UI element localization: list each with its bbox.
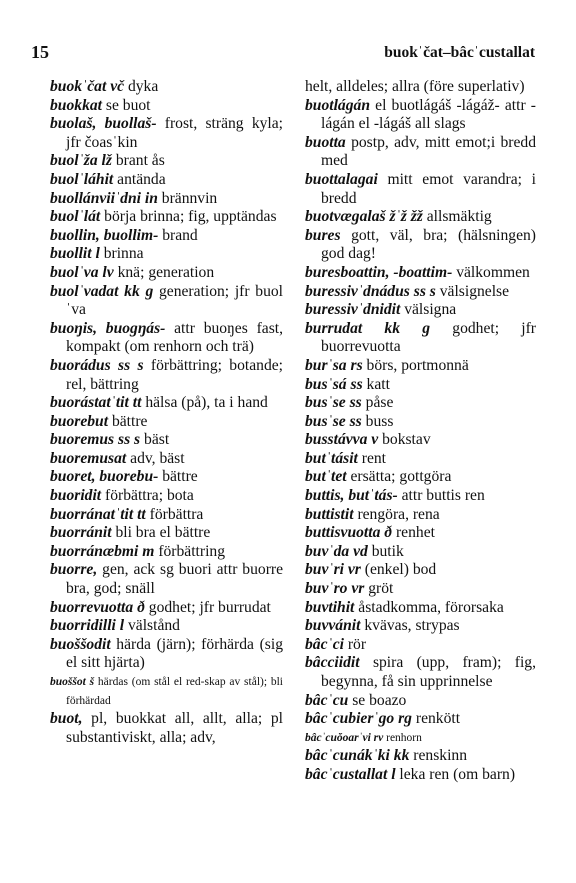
headword: buokˈčat vč <box>50 78 125 95</box>
definition: (enkel) bod <box>360 561 437 579</box>
headword: buressivˈdnádus ss s <box>305 282 436 300</box>
definition: bäst <box>140 431 170 449</box>
dictionary-entry <box>305 487 536 506</box>
dictionary-entry <box>305 543 536 562</box>
definition: buss <box>361 412 394 430</box>
dictionary-entry <box>305 561 536 580</box>
dictionary-entry <box>305 394 536 413</box>
definition: bättre <box>108 412 148 430</box>
dictionary-entry <box>305 766 536 785</box>
definition: renkött <box>411 710 461 728</box>
definition: ersätta; gottgöra <box>346 468 452 486</box>
definition: attr buoŋes fast, kompakt (om renhorn och trä) <box>66 319 283 356</box>
definition: se buot <box>102 96 151 114</box>
dictionary-entry <box>305 208 536 227</box>
dictionary-entry <box>50 320 283 357</box>
dictionary-entry <box>50 152 283 171</box>
dictionary-entry <box>50 171 283 190</box>
definition: rör <box>343 635 367 653</box>
dictionary-entry <box>305 301 536 320</box>
dictionary-entry <box>305 413 536 432</box>
definition: godhet; jfr burrudat <box>144 598 271 616</box>
dictionary-entry <box>50 115 283 152</box>
headword: buolˈvadat kk g <box>50 282 154 300</box>
headword: buotlágán <box>305 96 370 114</box>
headword: buollit l <box>50 245 100 263</box>
headword: buvtihit <box>305 598 355 616</box>
definition: allsmäktig <box>422 208 492 226</box>
definition: välsigna <box>400 301 457 319</box>
headword: bâcˈcuŏoarˈvi rv <box>305 731 384 744</box>
definition: antända <box>113 170 166 188</box>
dictionary-entry <box>50 190 283 209</box>
definition: kvävas, strypas <box>360 617 460 635</box>
definition: gen, ack sg buori attr buorre bra, god; snäll <box>66 561 283 598</box>
definition: börja brinna; fig, upptändas <box>100 208 277 226</box>
dictionary-entry <box>50 506 283 525</box>
dictionary-entry <box>50 524 283 543</box>
headword: buotvægalaš žˈž žž <box>305 208 423 226</box>
headword: buotta <box>305 133 346 151</box>
dictionary-entry <box>305 357 536 376</box>
headword: buorebut <box>50 412 109 430</box>
definition: välkommen <box>452 263 530 281</box>
definition: katt <box>362 375 390 393</box>
definition: börs, portmonnä <box>362 356 469 374</box>
headword: busˈse ss <box>305 412 362 430</box>
definition: härdas (om stål el red-skap av stål); bli förhärdad <box>66 676 283 707</box>
definition: förbättring; botande; rel, bättring <box>66 356 283 393</box>
headword: buoššodit <box>50 635 111 653</box>
dictionary-entry <box>50 431 283 450</box>
dictionary-entry <box>305 431 536 450</box>
definition: brinna <box>99 245 144 263</box>
headword: buokkat <box>50 96 102 114</box>
dictionary-entry <box>305 283 536 302</box>
definition: rengöra, rena <box>353 505 440 523</box>
dictionary-entry <box>50 617 283 636</box>
headword: buvˈda vd <box>305 542 368 560</box>
definition: generation; jfr buolˈva <box>66 282 283 319</box>
headword: bâcˈcunákˈki kk <box>305 747 410 765</box>
headword: bâcˈcustallat l <box>305 765 396 783</box>
dictionary-entry <box>305 747 536 766</box>
headword: buttistit <box>305 505 354 523</box>
headword: bâcˈcubierˈgo rg <box>305 710 412 728</box>
dictionary-entry <box>305 580 536 599</box>
headword: bâcˈci <box>305 635 344 653</box>
headword: buolˈža lž <box>50 152 112 170</box>
definition: renhet <box>392 524 435 542</box>
definition: knä; generation <box>113 263 215 281</box>
right-column <box>305 78 536 785</box>
dictionary-entry <box>50 599 283 618</box>
headword: buoret, buorebu- <box>50 468 159 486</box>
dictionary-entry <box>50 413 283 432</box>
headword: buollin, buollim- <box>50 226 159 244</box>
headword: buorránit <box>50 524 112 542</box>
definition: förbättra; bota <box>101 487 194 505</box>
headword: buvˈro vr <box>305 580 365 598</box>
definition: godhet; jfr buorrevuotta <box>321 319 536 356</box>
definition: dyka <box>124 78 159 95</box>
headword: buolaš, buollaš- <box>50 115 157 133</box>
definition: frost, sträng kyla; jfr čoasˈkin <box>66 115 283 151</box>
dictionary-entry <box>305 227 536 264</box>
headword: buvvánit <box>305 617 361 635</box>
headword: buvˈri vr <box>305 561 361 579</box>
dictionary-entry <box>50 710 283 747</box>
definition: välstånd <box>124 617 180 635</box>
headword: buoššot š <box>50 676 95 688</box>
dictionary-entry <box>50 673 283 710</box>
headword: buolˈva lv <box>50 263 114 281</box>
headword: buoremusat <box>50 449 127 467</box>
dictionary-entry <box>50 636 283 673</box>
dictionary-entry <box>50 245 283 264</box>
headword: buolˈlát <box>50 208 101 226</box>
dictionary-entry <box>305 654 536 691</box>
definition: brant ås <box>111 152 165 170</box>
definition: spira (upp, fram); fig, begynna, få sin upprinnelse <box>321 654 536 690</box>
headword: buoridit <box>50 487 102 505</box>
definition: el buotlágáš -lágáž- attr -lágán el -lágáš all slags <box>321 96 536 133</box>
definition: förbättring <box>154 542 226 560</box>
headword: butˈtásit <box>305 449 358 467</box>
dictionary-entry <box>50 561 283 598</box>
dictionary-entry <box>305 78 536 97</box>
headword: bâcciidit <box>305 654 360 672</box>
definition: hälsa (på), ta i hand <box>141 394 268 412</box>
headword: busˈsá ss <box>305 375 363 393</box>
dictionary-entry <box>305 171 536 208</box>
dictionary-entry <box>50 78 283 97</box>
dictionary-entry <box>305 468 536 487</box>
headword: buorádus ss s <box>50 356 144 374</box>
left-column <box>50 78 283 747</box>
page-header <box>0 0 576 70</box>
definition: bokstav <box>378 431 431 449</box>
headword: buolˈláhit <box>50 170 114 188</box>
definition: mitt emot varandra; i bredd <box>321 170 536 207</box>
headword: burˈsa rs <box>305 356 363 374</box>
running-head: buokˈčat–bâcˈcustallat <box>384 44 535 61</box>
dictionary-entry <box>50 97 283 116</box>
headword: bures <box>305 226 341 244</box>
definition: rent <box>357 449 387 467</box>
dictionary-entry <box>50 264 283 283</box>
dictionary-entry <box>305 264 536 283</box>
definition: brännvin <box>157 189 218 207</box>
headword: buoŋis, buogŋás- <box>50 319 166 337</box>
definition: påse <box>361 394 394 412</box>
headword: buottalagai <box>305 170 378 188</box>
definition: bli bra el bättre <box>111 524 211 542</box>
dictionary-entry <box>50 208 283 227</box>
dictionary-entry <box>305 97 536 134</box>
dictionary-entry <box>305 524 536 543</box>
headword: buresboattin, -boattim- <box>305 263 453 281</box>
headword: buorránæbmi m <box>50 542 155 560</box>
dictionary-entry <box>50 468 283 487</box>
dictionary-entry <box>50 357 283 394</box>
dictionary-entry <box>305 692 536 711</box>
dictionary-entry <box>50 487 283 506</box>
headword: buorránatˈtit tt <box>50 505 146 523</box>
dictionary-entry <box>305 617 536 636</box>
headword: buttisvuotta ð <box>305 524 393 542</box>
headword: buttis, butˈtás- <box>305 487 398 505</box>
dictionary-entry <box>305 636 536 655</box>
headword: buorre, <box>50 561 98 579</box>
definition: butik <box>367 542 404 560</box>
headword: buorástatˈtit tt <box>50 394 142 412</box>
definition: härda (järn); förhärda (sig el sitt hjärta) <box>66 635 283 672</box>
headword: buorridilli l <box>50 617 125 635</box>
definition: attr buttis ren <box>397 487 485 505</box>
dictionary-entry <box>50 450 283 469</box>
definition: postp, adv, mitt emot;i bredd med <box>321 133 536 170</box>
definition: pl, buokkat all, allt, alla; pl substantiviskt, alla; adv, <box>66 710 283 746</box>
page-number: 15 <box>31 42 49 62</box>
headword: buoremus ss s <box>50 431 141 449</box>
definition: gott, väl, bra; (hälsningen) god dag! <box>321 226 536 263</box>
dictionary-entry <box>305 320 536 357</box>
definition: bättre <box>158 468 198 486</box>
dictionary-entry <box>305 710 536 729</box>
headword: buorrevuotta ð <box>50 598 145 616</box>
dictionary-entry <box>305 506 536 525</box>
headword: busstávva v <box>305 431 379 449</box>
definition: renskinn <box>409 747 467 765</box>
dictionary-entry <box>50 227 283 246</box>
definition: förbättra <box>145 505 204 523</box>
headword: buot, <box>50 710 83 728</box>
definition: brand <box>158 226 198 244</box>
definition: åstadkomma, förorsaka <box>354 598 504 616</box>
definition: leka ren (om barn) <box>395 765 516 783</box>
definition: adv, bäst <box>126 449 185 467</box>
headword: burrudat kk g <box>305 319 431 337</box>
definition: renhorn <box>383 731 422 744</box>
definition: se boazo <box>348 691 407 709</box>
dictionary-entry <box>305 450 536 469</box>
dictionary-entry <box>50 394 283 413</box>
definition: välsignelse <box>435 282 510 300</box>
headword: buollánviiˈdni in <box>50 189 158 207</box>
headword: buressivˈdnidit <box>305 301 401 319</box>
headword: bâcˈcu <box>305 691 349 709</box>
dictionary-entry <box>305 134 536 171</box>
dictionary-entry <box>305 729 536 748</box>
definition: gröt <box>364 580 394 598</box>
headword: busˈse ss <box>305 394 362 412</box>
headword: butˈtet <box>305 468 347 486</box>
definition: helt, alldeles; allra (före superlativ) <box>305 78 525 95</box>
dictionary-entry <box>305 599 536 618</box>
dictionary-entry <box>305 376 536 395</box>
dictionary-entry <box>50 283 283 320</box>
dictionary-entry <box>50 543 283 562</box>
